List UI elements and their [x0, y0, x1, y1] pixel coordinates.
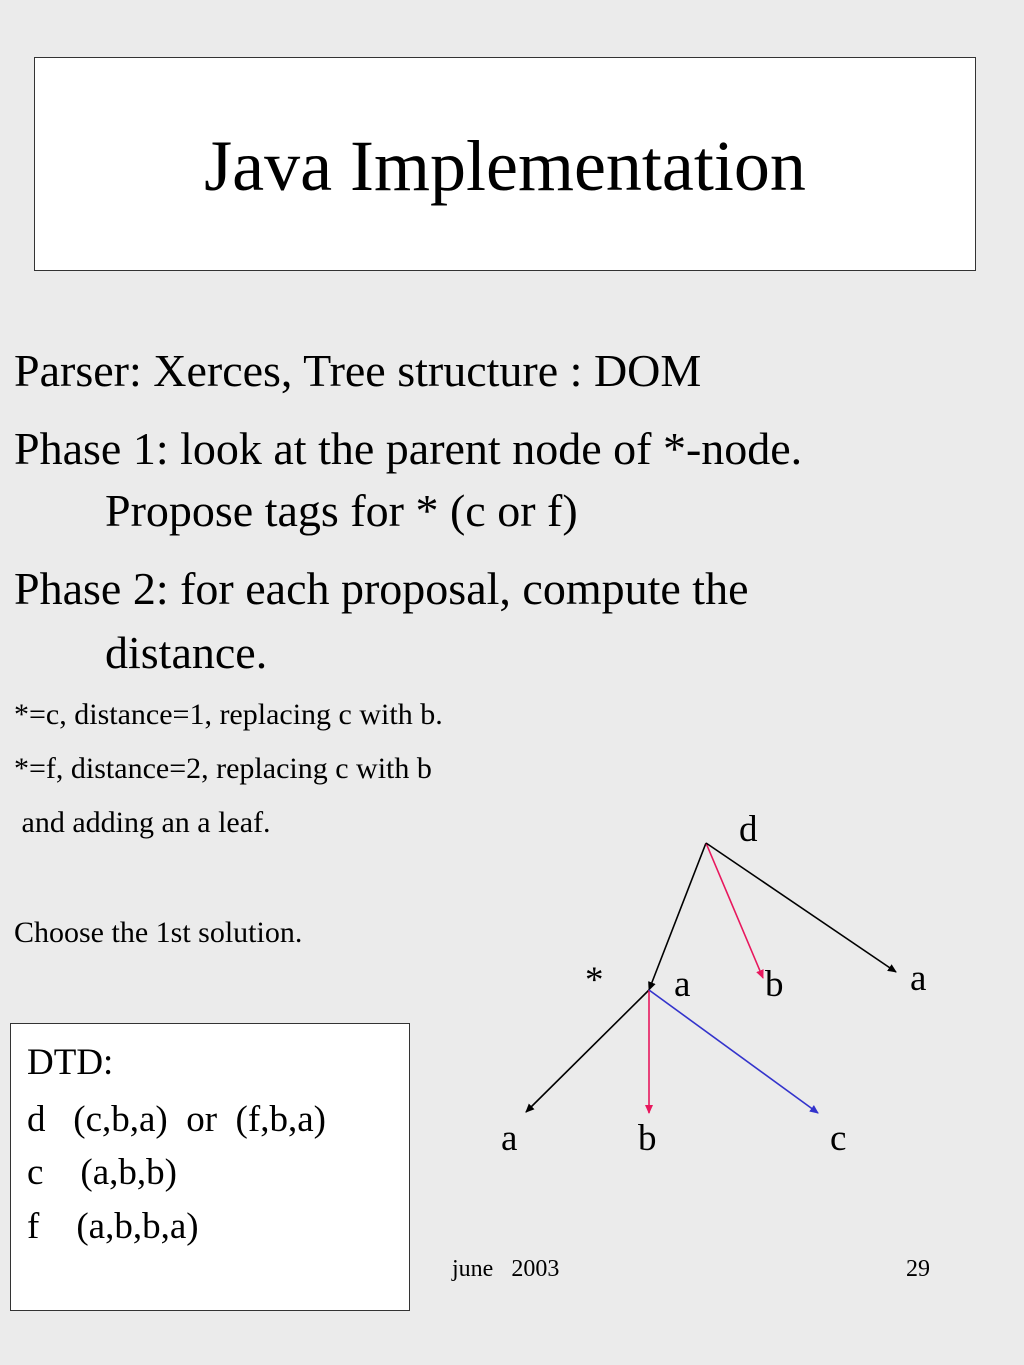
node-star: *	[585, 960, 604, 1001]
phase1-continuation: Propose tags for * (c or f)	[105, 485, 578, 536]
note-f-line: *=f, distance=2, replacing c with b	[14, 752, 432, 785]
node-leaf-a: a	[501, 1118, 518, 1159]
edge-d-to-a	[706, 843, 896, 972]
note-leaf-line: and adding an a leaf.	[14, 806, 271, 839]
footer-date: june 2003	[452, 1256, 560, 1282]
dtd-heading: DTD:	[27, 1042, 114, 1083]
note-c-line: *=c, distance=1, replacing c with b.	[14, 698, 443, 731]
parser-line: Parser: Xerces, Tree structure : DOM	[14, 345, 702, 396]
node-d: d	[739, 809, 758, 850]
node-leaf-c: c	[830, 1118, 847, 1159]
phase1-line: Phase 1: look at the parent node of *-node.	[14, 423, 803, 474]
node-mid-a: a	[674, 964, 691, 1005]
node-leaf-b: b	[638, 1118, 657, 1159]
slide-title: Java Implementation	[204, 126, 806, 206]
footer-page-number: 29	[906, 1256, 930, 1282]
phase2-continuation: distance.	[105, 627, 268, 678]
dtd-rule-c: c (a,b,b)	[27, 1152, 177, 1193]
edge-star-to-a	[526, 990, 649, 1112]
node-mid-b: b	[765, 964, 784, 1005]
node-right-a: a	[910, 958, 927, 999]
phase2-line: Phase 2: for each proposal, compute the	[14, 563, 749, 614]
choose-line: Choose the 1st solution.	[14, 916, 303, 949]
dtd-rule-f: f (a,b,b,a)	[27, 1206, 199, 1247]
edge-star-to-c	[649, 990, 818, 1113]
dtd-rule-d: d (c,b,a) or (f,b,a)	[27, 1099, 326, 1140]
